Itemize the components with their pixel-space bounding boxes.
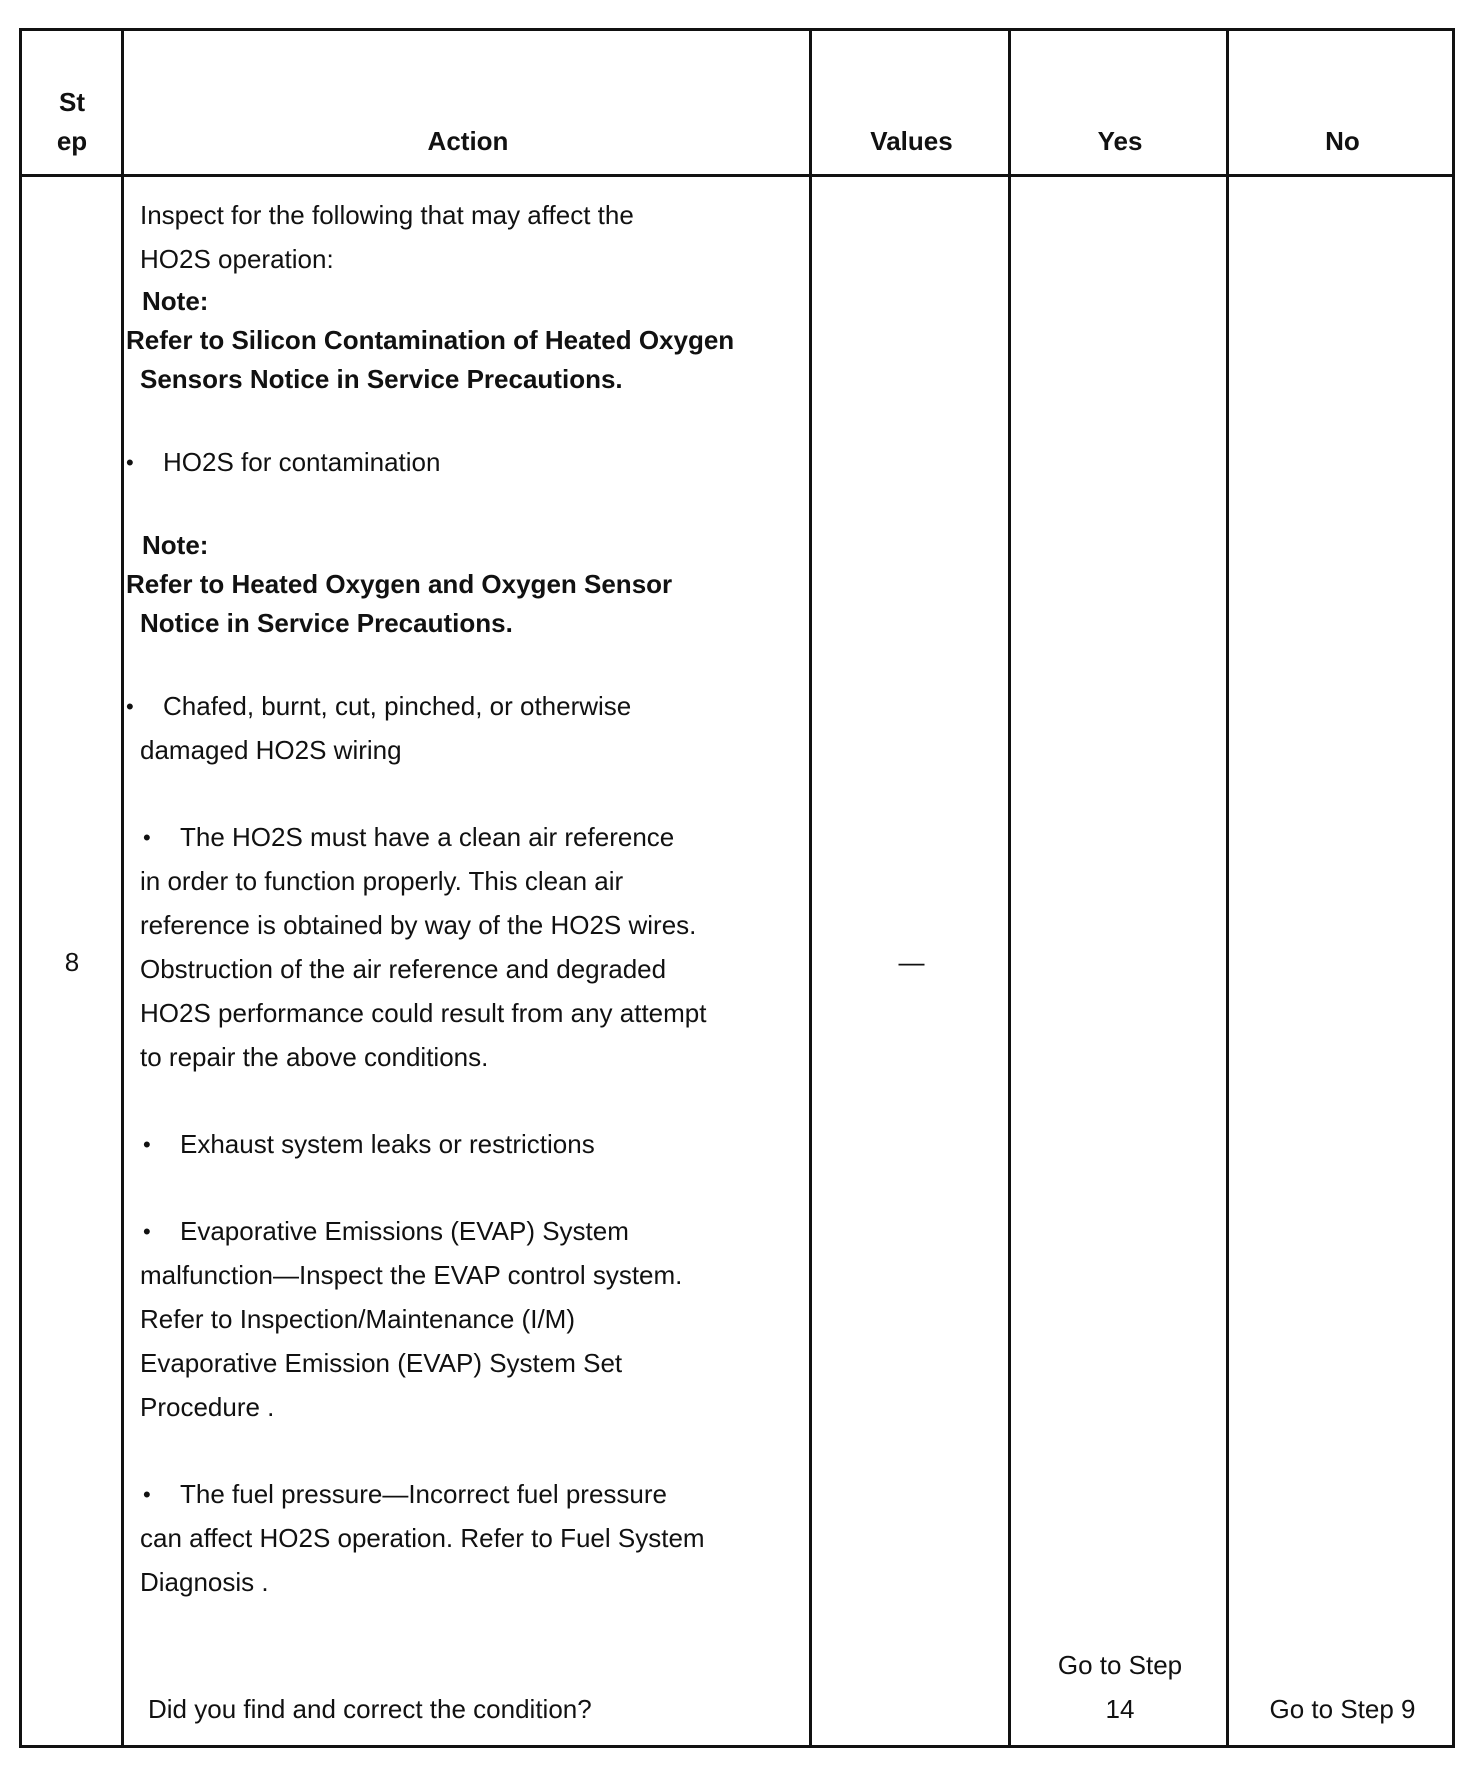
- column-divider-values: [1008, 28, 1011, 1748]
- bullet1-text: HO2S for contamination: [163, 447, 441, 477]
- bullet3-line-2: in order to function properly. This clean air: [140, 866, 624, 896]
- yes-outcome-line-1: Go to Step: [1057, 1650, 1183, 1680]
- note1-line-2: Sensors Notice in Service Precautions.: [140, 364, 623, 394]
- bullet-dot: •: [143, 1219, 151, 1244]
- header-action: Action: [427, 126, 509, 156]
- question-text: Did you find and correct the condition?: [148, 1694, 592, 1724]
- table-border-top: [19, 28, 1455, 31]
- table-border-left: [19, 28, 22, 1748]
- bullet5-line-2: malfunction—Inspect the EVAP control system.: [140, 1260, 683, 1290]
- note1-line-1: Refer to Silicon Contamination of Heated Oxygen: [126, 325, 735, 355]
- column-divider-step: [121, 28, 124, 1748]
- bullet5-line-5: Procedure .: [140, 1392, 275, 1422]
- bullet6-line-3: Diagnosis .: [140, 1567, 269, 1597]
- bullet3-line-1: The HO2S must have a clean air reference: [180, 822, 675, 852]
- intro-line-2: HO2S operation:: [140, 244, 334, 274]
- note2-line-1: Refer to Heated Oxygen and Oxygen Sensor: [126, 569, 673, 599]
- column-divider-action: [809, 28, 812, 1748]
- bullet4-text: Exhaust system leaks or restrictions: [180, 1129, 595, 1159]
- note2-label: Note:: [142, 530, 209, 560]
- yes-outcome-line-2: 14: [1105, 1694, 1135, 1724]
- header-values: Values: [870, 126, 953, 156]
- bullet6-line-1: The fuel pressure—Incorrect fuel pressure: [180, 1479, 667, 1509]
- header-divider: [19, 174, 1455, 177]
- bullet-dot: •: [126, 694, 134, 719]
- no-outcome: Go to Step 9: [1269, 1694, 1416, 1724]
- column-divider-yes: [1226, 28, 1229, 1748]
- header-yes: Yes: [1097, 126, 1143, 156]
- bullet3-line-5: HO2S performance could result from any attempt: [140, 998, 707, 1028]
- bullet5-line-4: Evaporative Emission (EVAP) System Set: [140, 1348, 623, 1378]
- bullet3-line-6: to repair the above conditions.: [140, 1042, 489, 1072]
- bullet2-line-1: Chafed, burnt, cut, pinched, or otherwise: [163, 691, 632, 721]
- note2-line-2: Notice in Service Precautions.: [140, 608, 513, 638]
- bullet3-line-3: reference is obtained by way of the HO2S wires.: [140, 910, 697, 940]
- header-step-line2: ep: [56, 126, 88, 156]
- step-number: 8: [64, 947, 80, 977]
- intro-line-1: Inspect for the following that may affect the: [140, 200, 634, 230]
- bullet-dot: •: [143, 1482, 151, 1507]
- table-border-right: [1452, 28, 1455, 1748]
- bullet6-line-2: can affect HO2S operation. Refer to Fuel System: [140, 1523, 705, 1553]
- bullet2-line-2: damaged HO2S wiring: [140, 735, 402, 765]
- bullet3-line-4: Obstruction of the air reference and degraded: [140, 954, 667, 984]
- bullet-dot: •: [126, 450, 134, 475]
- header-step-line1: St: [59, 87, 85, 117]
- bullet-dot: •: [143, 825, 151, 850]
- header-no: No: [1325, 126, 1360, 156]
- bullet5-line-3: Refer to Inspection/Maintenance (I/M): [140, 1304, 575, 1334]
- values-cell: —: [898, 947, 925, 977]
- bullet5-line-1: Evaporative Emissions (EVAP) System: [180, 1216, 629, 1246]
- bullet-dot: •: [143, 1132, 151, 1157]
- note1-label: Note:: [142, 286, 209, 316]
- table-border-bottom: [19, 1745, 1455, 1748]
